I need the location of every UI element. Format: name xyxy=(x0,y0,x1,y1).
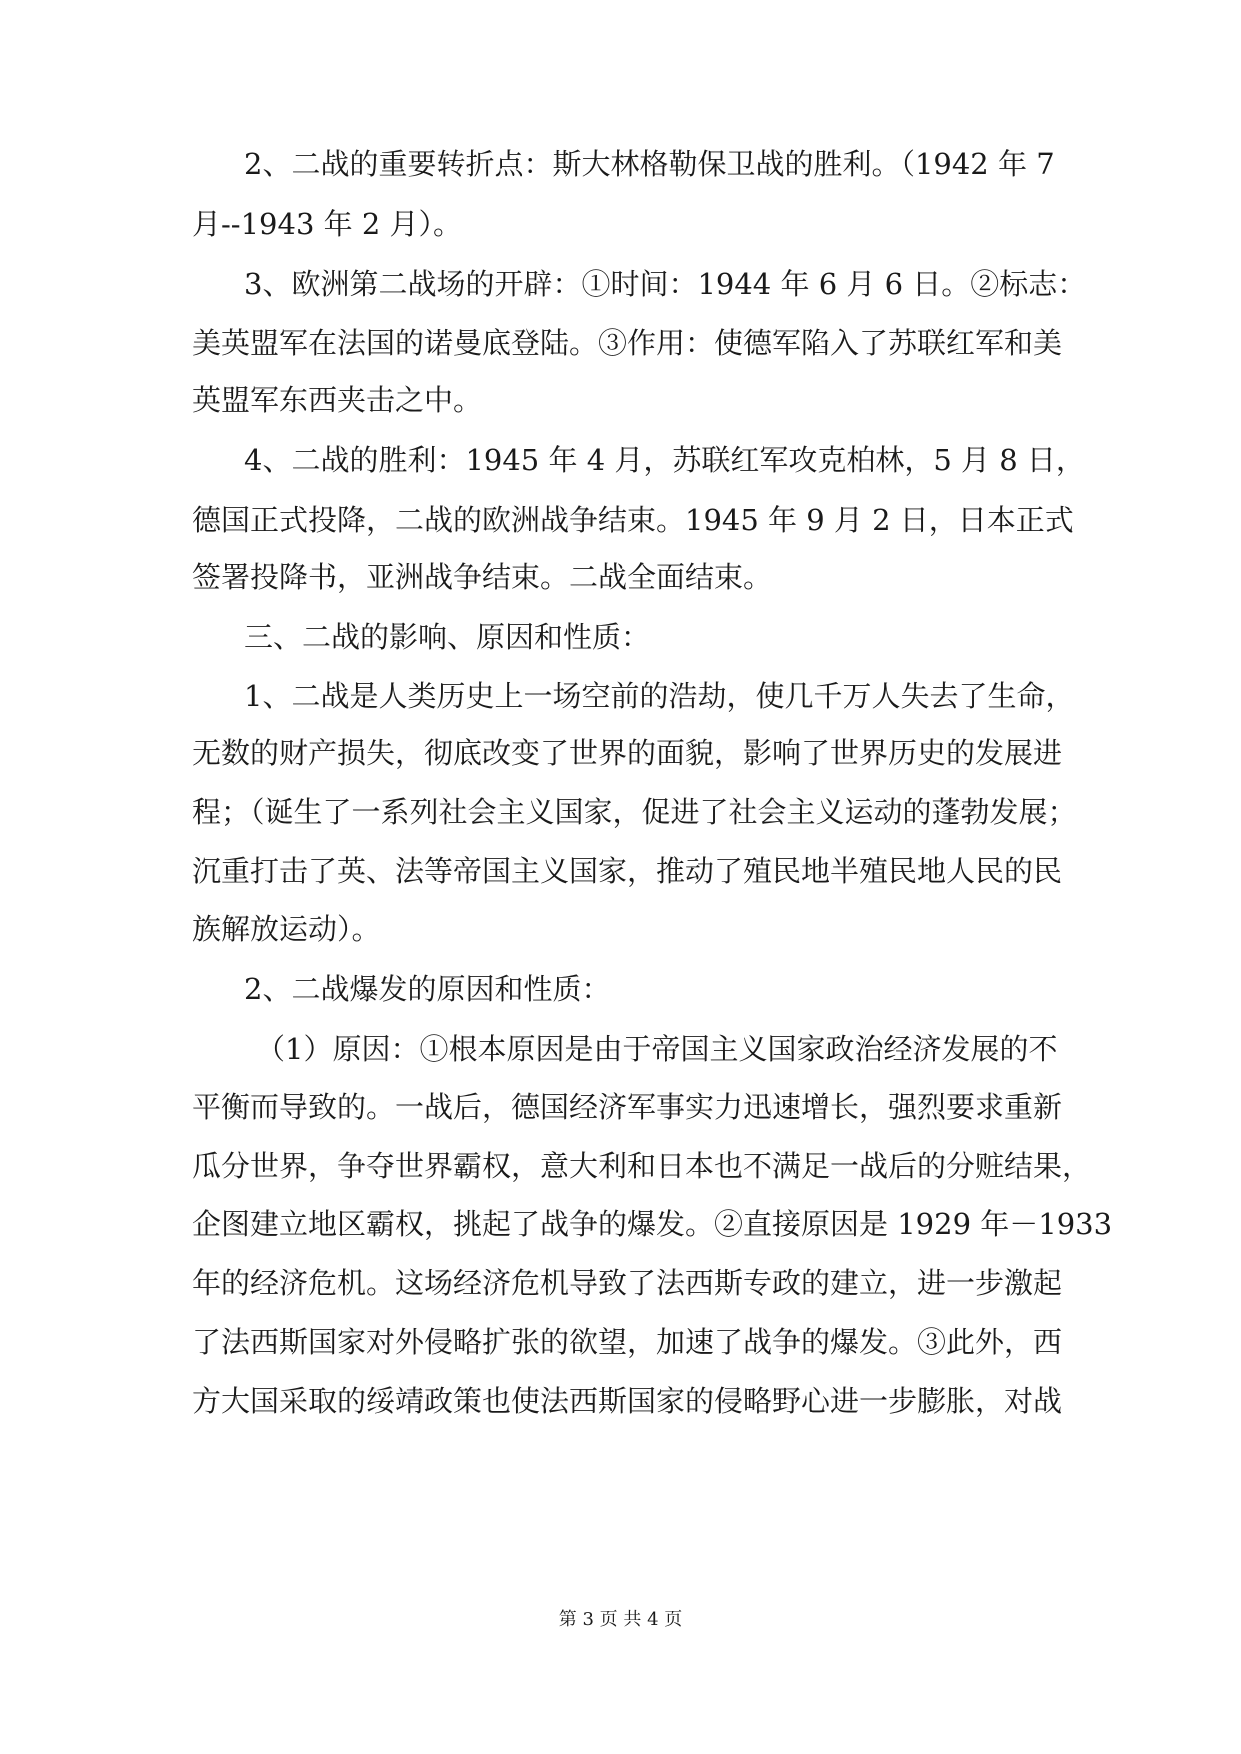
text-line: （1）原因：①根本原因是由于帝国主义国家政治经济发展的不 xyxy=(256,1032,1058,1066)
text-line: 沉重打击了英、法等帝国主义国家，推动了殖民地半殖民地人民的民 xyxy=(192,854,1063,888)
section-heading: 三、二战的影响、原因和性质： xyxy=(244,620,651,654)
text-line: 方大国采取的绥靖政策也使法西斯国家的侵略野心进一步膨胀，对战 xyxy=(192,1384,1063,1418)
text-line: 企图建立地区霸权，挑起了战争的爆发。②直接原因是 1929 年－1933 xyxy=(192,1207,1113,1241)
text-line: 4、二战的胜利：1945 年 4 月，苏联红军攻克柏林，5 月 8 日， xyxy=(244,443,1085,477)
text-line: 德国正式投降，二战的欧洲战争结束。1945 年 9 月 2 日，日本正式 xyxy=(192,503,1074,537)
text-line: 族解放运动）。 xyxy=(192,912,381,946)
text-line: 2、二战的重要转折点：斯大林格勒保卫战的胜利。（1942 年 7 xyxy=(244,147,1055,181)
text-line: 月--1943 年 2 月）。 xyxy=(192,207,463,241)
text-line: 了法西斯国家对外侵略扩张的欲望，加速了战争的爆发。③此外，西 xyxy=(192,1325,1063,1359)
subsection-heading: 2、二战爆发的原因和性质： xyxy=(244,972,611,1006)
text-line: 年的经济危机。这场经济危机导致了法西斯专政的建立，进一步激起 xyxy=(192,1266,1063,1300)
text-line: 美英盟军在法国的诺曼底登陆。③作用：使德军陷入了苏联红军和美 xyxy=(192,326,1063,360)
text-line: 签署投降书，亚洲战争结束。二战全面结束。 xyxy=(192,560,773,594)
text-line: 程；（诞生了一系列社会主义国家，促进了社会主义运动的蓬勃发展； xyxy=(192,795,1077,829)
text-line: 瓜分世界，争夺世界霸权，意大利和日本也不满足一战后的分赃结果， xyxy=(192,1149,1092,1183)
text-line: 3、欧洲第二战场的开辟：①时间：1944 年 6 月 6 日。②标志： xyxy=(244,267,1087,301)
text-line: 1、二战是人类历史上一场空前的浩劫，使几千万人失去了生命， xyxy=(244,679,1075,713)
text-line: 无数的财产损失，彻底改变了世界的面貌，影响了世界历史的发展进 xyxy=(192,736,1063,770)
text-line: 平衡而导致的。一战后，德国经济军事实力迅速增长，强烈要求重新 xyxy=(192,1090,1063,1124)
text-line: 英盟军东西夹击之中。 xyxy=(192,383,483,417)
page-footer: 第 3 页 共 4 页 xyxy=(558,1609,683,1630)
